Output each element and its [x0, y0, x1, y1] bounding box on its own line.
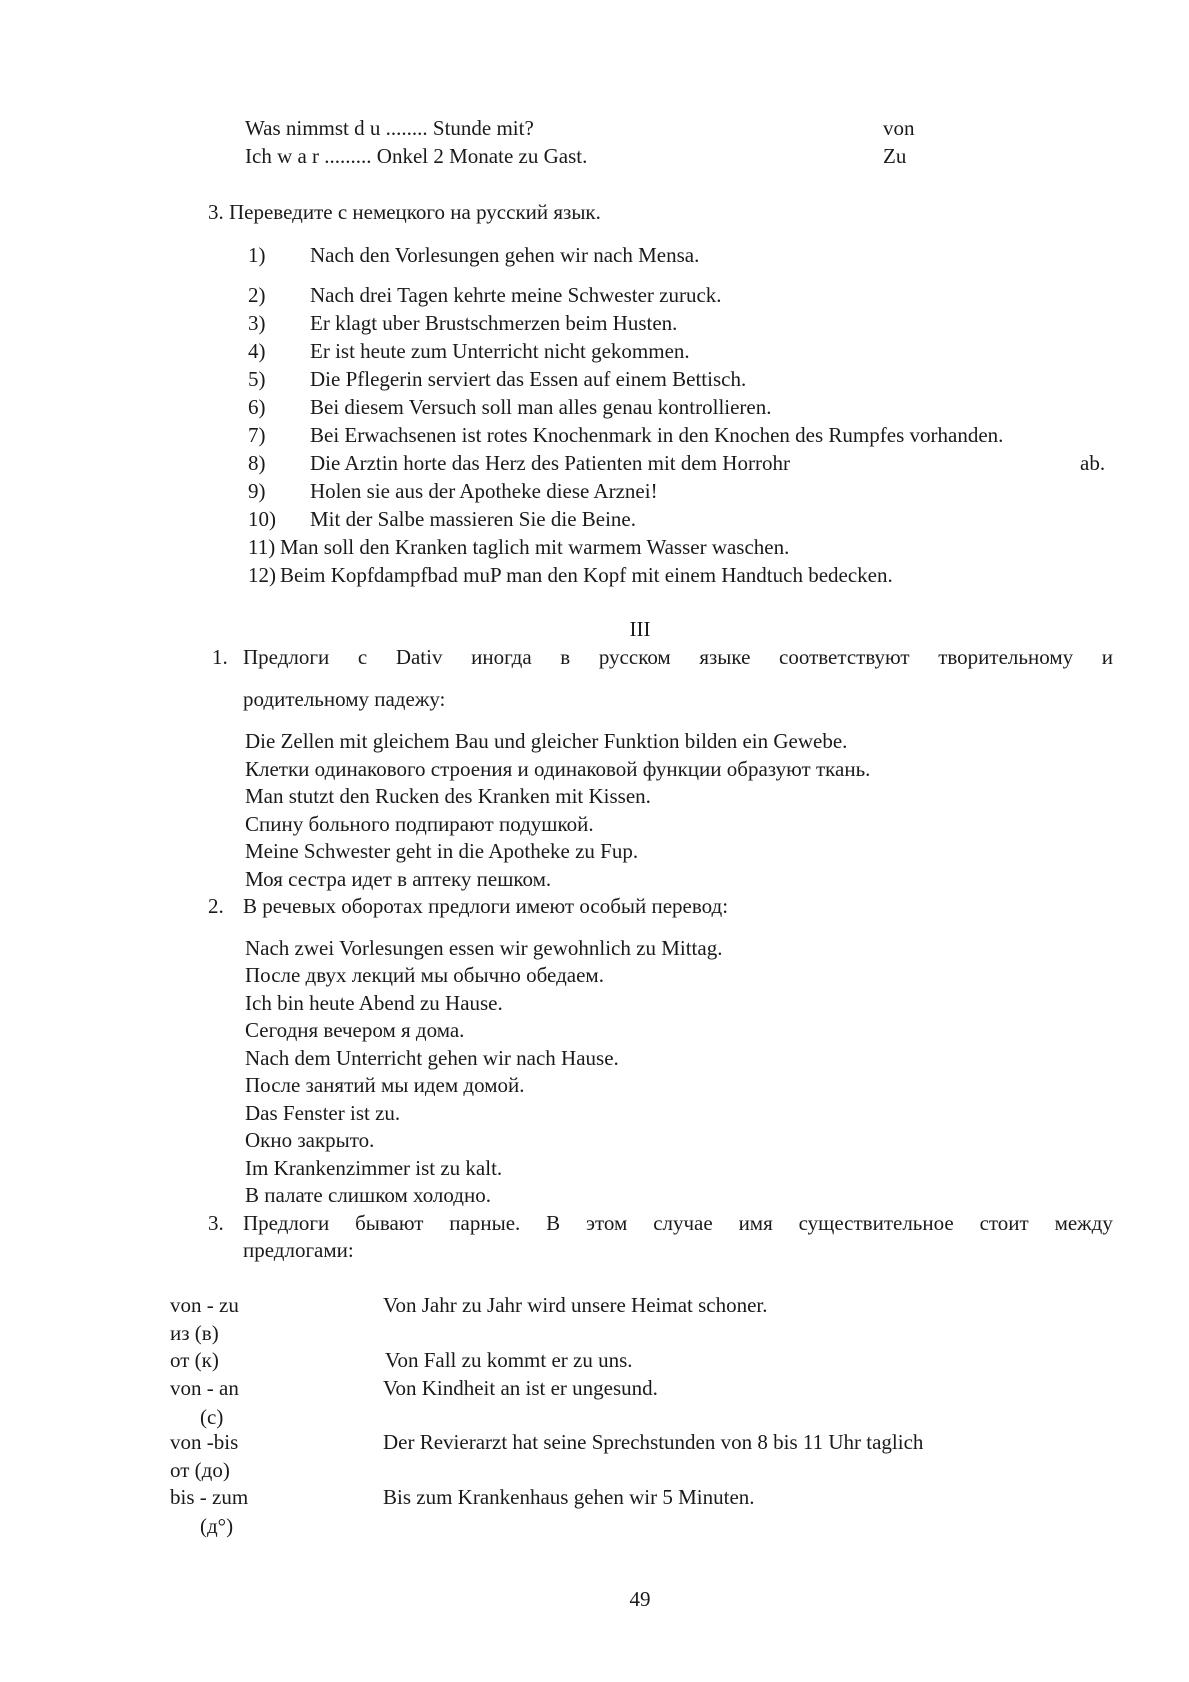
task3-item-text: Nach drei Tagen kehrte meine Schwester zuruck.: [310, 283, 722, 307]
task3-item-number: 10): [248, 507, 276, 531]
rule2-example: После двух лекций мы обычно обедаем.: [245, 963, 604, 987]
task3-item-number: 6): [248, 395, 266, 419]
rule2-example: Nach zwei Vorlesungen essen wir gewohnlich zu Mittag.: [245, 936, 723, 960]
task3-item-number: 8): [248, 451, 266, 475]
pair-example: Von Jahr zu Jahr wird unsere Heimat schoner.: [383, 1293, 768, 1317]
page-number: 49: [629, 1587, 651, 1611]
pair-left: (д°): [200, 1514, 234, 1538]
task3-item-text: Er ist heute zum Unterricht nicht gekommen.: [310, 339, 690, 363]
rule3-text: Предлоги бывают парные. В этом случае имя существительное стоит между: [243, 1211, 1113, 1235]
pair-example: Von Fall zu kommt er zu uns.: [385, 1348, 633, 1372]
task3-item-number: 7): [248, 423, 266, 447]
top-row-1-answer: von: [883, 116, 915, 140]
task3-item-number: 3): [248, 311, 266, 335]
pair-left: von -bis: [170, 1430, 239, 1454]
task3-item-tail: ab.: [1080, 451, 1106, 475]
task3-item-number: 1): [248, 243, 266, 267]
pair-example: Bis zum Krankenhaus gehen wir 5 Minuten.: [383, 1485, 755, 1509]
pair-left: bis - zum: [170, 1485, 249, 1509]
task3-item-text: Bei diesem Versuch soll man alles genau kontrollieren.: [310, 395, 772, 419]
rule1-example: Man stutzt den Rucken des Kranken mit Kissen.: [245, 784, 651, 808]
task3-item-number: 5): [248, 367, 266, 391]
pair-left: von - an: [170, 1376, 239, 1400]
task3-item-number: 2): [248, 283, 266, 307]
rule3-number: 3.: [208, 1211, 224, 1235]
task3-item-text: Die Pflegerin serviert das Essen auf einem Bettisch.: [310, 367, 747, 391]
rule2-example: В палате слишком холодно.: [245, 1183, 491, 1207]
rule2-example: Ich bin heute Abend zu Hause.: [245, 991, 503, 1015]
top-row-1: Was nimmst d u ........ Stunde mit?: [245, 116, 534, 140]
pair-left: из (в): [170, 1321, 219, 1345]
task3-item-text: Beim Kopfdampfbad muP man den Kopf mit einem Handtuch bedecken.: [280, 563, 893, 587]
rule3-text-cont: предлогами:: [243, 1238, 354, 1262]
task3-item-text: Die Arztin horte das Herz des Patienten mit dem Horrohr: [310, 451, 790, 475]
rule1-number: 1.: [212, 645, 228, 669]
pair-example: Der Revierarzt hat seine Sprechstunden von 8 bis 11 Uhr taglich: [383, 1430, 924, 1454]
task3-item-text: Holen sie aus der Apotheke diese Arznei!: [310, 479, 658, 503]
rule2-example: Das Fenster ist zu.: [245, 1101, 401, 1125]
task3-item-text: Man soll den Kranken taglich mit warmem Wasser waschen.: [280, 535, 790, 559]
rule1-example: Моя сестра идет в аптеку пешком.: [245, 867, 552, 891]
rule2-text: В речевых оборотах предлоги имеют особый перевод:: [243, 894, 729, 918]
rule1-text: Предлоги с Dativ иногда в русском языке соответствуют творительному и: [243, 645, 1113, 669]
task3-heading: 3. Переведите с немецкого на русский язык.: [208, 200, 601, 224]
rule2-example: Сегодня вечером я дома.: [245, 1018, 465, 1042]
top-row-2-answer: Zu: [883, 144, 907, 168]
rule1-example: Meine Schwester geht in die Apotheke zu Fup.: [245, 839, 639, 863]
task3-item-number: 12): [248, 563, 276, 587]
task3-item-text: Bei Erwachsenen ist rotes Knochenmark in den Knochen des Rumpfes vorhanden.: [310, 423, 1004, 447]
rule1-text-cont: родительному падежу:: [243, 687, 446, 711]
pair-left: от (до): [170, 1458, 230, 1482]
top-row-2: Ich w a r ......... Onkel 2 Monate zu Gast.: [245, 144, 588, 168]
task3-item-number: 4): [248, 339, 266, 363]
task3-item-text: Nach den Vorlesungen gehen wir nach Mensa.: [310, 243, 700, 267]
rule2-number: 2.: [208, 894, 224, 918]
rule2-example: Окно закрыто.: [245, 1128, 375, 1152]
task3-item-number: 11): [248, 535, 276, 559]
pair-left: от (к): [170, 1348, 219, 1372]
rule2-example: Im Krankenzimmer ist zu kalt.: [245, 1156, 503, 1180]
rule1-example: Die Zellen mit gleichem Bau und gleicher Funktion bilden ein Gewebe.: [245, 729, 848, 753]
pair-example: Von Kindheit an ist er ungesund.: [383, 1376, 658, 1400]
pair-left: von - zu: [170, 1293, 239, 1317]
section-number: III: [629, 617, 651, 641]
rule2-example: После занятий мы идем домой.: [245, 1073, 525, 1097]
task3-item-text: Er klagt uber Brustschmerzen beim Husten.: [310, 311, 678, 335]
rule1-example: Клетки одинакового строения и одинаковой функции образуют ткань.: [245, 757, 871, 781]
pair-left: (с): [200, 1405, 224, 1429]
rule1-example: Спину больного подпирают подушкой.: [245, 812, 594, 836]
task3-item-number: 9): [248, 479, 266, 503]
task3-item-text: Mit der Salbe massieren Sie die Beine.: [310, 507, 637, 531]
rule2-example: Nach dem Unterricht gehen wir nach Hause.: [245, 1046, 619, 1070]
